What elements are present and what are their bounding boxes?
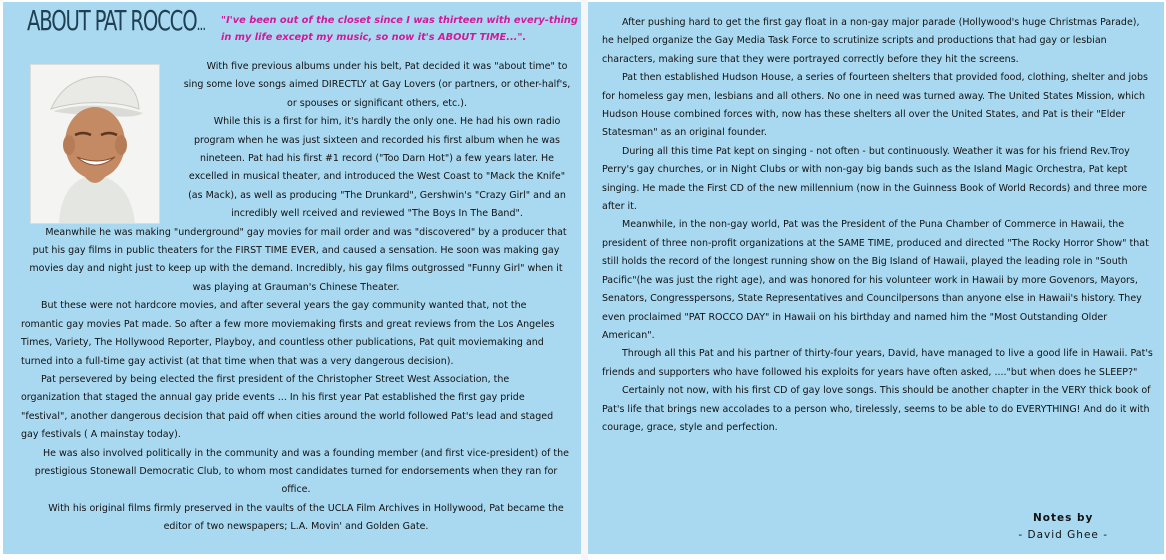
body-paragraph: He was also involved politically in the community and was a founding member (and first vice-president) of the prestigious Stonewall Democratic Club, to whom most candidates turned for endorsements when they ran for office. — [34, 447, 569, 496]
signature — [1018, 510, 1108, 544]
signature-label: Notes by — [1032, 512, 1094, 524]
right-page — [588, 2, 1164, 554]
body-paragraph: Meanwhile he was making "underground" gay movies for mail order and was "discovered" by a producer that put his gay films in public theaters for the FIRST TIME EVER, and caused a sensation. He soon was making gay movies day and night just to keep up with the demand. Incredibly, his gay films outgrossed "Funny Girl" when it was playing at Grauman's Chinese Theater. — [29, 226, 567, 293]
body-paragraph: During all this time Pat kept on singing - not often - but continuously. Weather it was for his friend Rev.Troy Perry's gay churches, or in Night Clubs or with non-gay big bands such as the Island Magic Orchestra, Pat kept singing. He made the First CD of the new millennium (now in the Guinness Book of World Records) and three more after it. — [602, 145, 1148, 213]
intro-paragraph-1: With five previous albums under his belt, Pat decided it was "about time" to sing some love songs aimed DIRECTLY at Gay Lovers (or partners, or other-half's, or spouses or significant others, etc.). — [183, 61, 571, 109]
title-dots: ... — [196, 14, 206, 35]
portrait-photo — [30, 64, 160, 224]
body-paragraph: After pushing hard to get the first gay float in a non-gay major parade (Hollywood's huge Christmas Parade), he helped organize the Gay Media Task Force to scrutinize scripts and productions that had gay or lesbian characters, making sure that they were portrayed correctly before they hit the screens. — [602, 17, 1140, 65]
title-text: ABOUT PAT ROCCO — [27, 4, 197, 37]
body-paragraph: Through all this Pat and his partner of thirty-four years, David, have managed to live a good life in Hawaii. Pat's friends and supporters who have followed his exploits for years have often asked, ...."but when does he SLEEP?" — [602, 348, 1153, 378]
body-paragraph: Meanwhile, in the non-gay world, Pat was the President of the Puna Chamber of Commerce in Hawaii, the president of three non-profit organizations at the SAME TIME, produced and directed "The Rocky Horror Show" that still holds the record of the longest running show on the Big Island of Hawaii, played the leading role in "South Pacific"(he was just the right age), and was honored for his volunteer work in Hawaii by more Govenors, Mayors, Senators, Congresspersons, State Representatives and Councilpersons than anyone else in Hawaii's history. They even proclaimed "PAT ROCCO DAY" in Hawaii on his birthday and named him the "Most Outstanding Older American". — [602, 219, 1149, 341]
portrait-illustration — [31, 65, 159, 223]
pull-quote: "I've been out of the closet since I was thirteen with every-thing in my life except my music, so now it's ABOUT TIME...". — [221, 15, 578, 43]
body-paragraph: With his original films firmly preserved in the vaults of the UCLA Film Archives in Hollywood, Pat became the editor of two newspapers; L.A. Movin' and Golden Gate. — [48, 502, 564, 533]
left-page — [3, 2, 581, 554]
body-paragraph: Pat persevered by being elected the first president of the Christopher Street West Association, the organization that staged the annual gay pride events ... In his first year Pat established the first gay pride "festival", another dangerous decision that paid off when cities around the world followed Pat's lead and staged gay festivals ( A mainstay today). — [21, 373, 554, 441]
booklet-fold — [581, 0, 588, 560]
body-paragraph: Certainly not now, with his first CD of gay love songs. This should be another chapter in the VERY thick book of Pat's life that brings new accolades to a person who, tirelessly, seems to be able to do EVERYTHING! And do it with courage, grace, style and perfection. — [602, 385, 1151, 433]
signature-author: - David Ghee - — [1018, 529, 1108, 541]
intro-paragraph-2: While this is a first for him, it's hardly the only one. He had his own radio program when he was just sixteen and recorded his first album when he was nineteen. Pat had his first #1 record ("Too Darn Hot") a few years later. He excelled in musical theater, and introduced the West Coast to "Mack the Knife" (as Mack), as well as producing "The Drunkard", Gershwin's "Crazy Girl" and an incredibly well rceived and reviewed "The Boys In The Band". — [188, 116, 566, 220]
body-paragraph: But these were not hardcore movies, and after several years the gay community wanted that, not the romantic gay movies Pat made. So after a few more moviemaking firsts and great reviews from the Los Angeles Times, Variety, The Hollywood Reporter, Playboy, and countless other publications, Pat quit moviemaking and turned into a full-time gay activist (at that time when that was a very dangerous decision). — [21, 300, 555, 367]
page-title — [27, 4, 206, 37]
intro-section — [183, 58, 571, 224]
body-paragraph: Pat then established Hudson House, a series of fourteen shelters that provided food, clothing, shelter and jobs for homeless gay men, lesbians and all others. No one in need was turned away. The United States Mission, which Hudson House combined forces with, now has these shelters all over the United States, and Pat is their "Elder Statesman" as an original founder. — [602, 72, 1148, 139]
header — [21, 2, 578, 58]
